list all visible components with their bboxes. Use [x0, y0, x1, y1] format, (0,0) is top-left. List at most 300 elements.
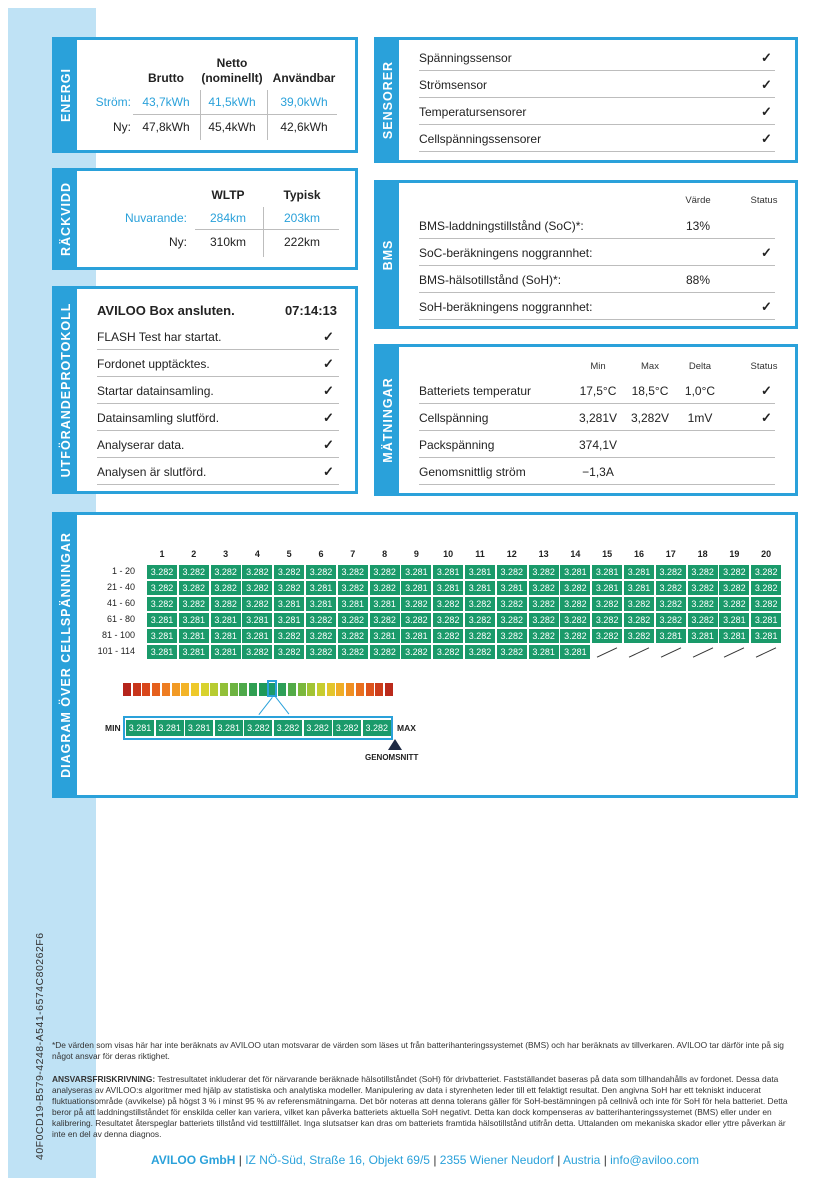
row-divider	[419, 97, 775, 98]
scale-min-label: MIN	[105, 723, 121, 733]
energi-current-brutto: 43,7kWh	[142, 95, 190, 109]
protokoll-header: AVILOO Box ansluten.	[97, 303, 235, 318]
cell-voltage: 3.282	[751, 581, 781, 595]
gradient-segment	[220, 683, 228, 696]
grid-column-number: 7	[350, 549, 356, 559]
row-divider	[419, 457, 775, 458]
row-divider	[97, 457, 339, 458]
gradient-segment	[239, 683, 247, 696]
energi-header-brutto: Brutto	[148, 71, 184, 85]
cell-voltage: 3.281	[465, 581, 495, 595]
cell-voltage: 3.282	[274, 565, 304, 579]
cell-voltage: 3.282	[465, 613, 495, 627]
rackvidd-panel	[52, 168, 358, 270]
energi-header-netto: Netto	[216, 56, 248, 70]
cell-voltage: 3.282	[688, 565, 718, 579]
cell-voltage: 3.282	[306, 613, 336, 627]
diagram-panel	[52, 512, 798, 798]
cell-voltage: 3.282	[433, 645, 463, 659]
protokoll-item-label: Analyserar data.	[97, 438, 185, 452]
cell-voltage: 3.282	[306, 629, 336, 643]
cell-voltage: 3.282	[211, 565, 241, 579]
cell-voltage: 3.282	[719, 597, 749, 611]
cell-voltage: 3.282	[656, 581, 686, 595]
check-icon: ✓	[761, 383, 772, 398]
sensor-item-label: Strömsensor	[419, 78, 488, 92]
grid-column-number: 5	[286, 549, 292, 559]
footer-company: AVILOO GmbH	[150, 1153, 236, 1167]
cell-voltage: 3.282	[497, 597, 527, 611]
matning-row-min: 374,1V	[578, 438, 618, 452]
check-icon: ✓	[761, 50, 772, 65]
empty-cell-dash	[597, 647, 617, 657]
cell-voltage: 3.282	[592, 597, 622, 611]
footer-country: Austria	[562, 1153, 601, 1167]
ansvar-label: ANSVARSFRISKRIVNING:	[52, 1074, 156, 1084]
empty-cell-dash	[629, 647, 649, 657]
cell-voltage: 3.281	[370, 597, 400, 611]
cell-voltage: 3.282	[529, 597, 559, 611]
energi-current-netto: 41,5kWh	[208, 95, 256, 109]
cell-voltage: 3.281	[560, 645, 590, 659]
matning-row-label: Packspänning	[419, 438, 495, 452]
cell-voltage: 3.282	[560, 629, 590, 643]
cell-voltage: 3.281	[624, 565, 654, 579]
cell-voltage: 3.281	[306, 597, 336, 611]
gradient-segment	[327, 683, 335, 696]
footer: AVILOO GmbH | IZ NÖ-Süd, Straße 16, Objekt 69/5 | 2355 Wiener Neudorf | Austria | info@aviloo.com	[150, 1153, 700, 1167]
empty-cell-dash	[692, 647, 712, 657]
average-label: GENOMSNITT	[365, 753, 419, 762]
grid-column-number: 4	[254, 549, 260, 559]
rackvidd-current-typisk: 203km	[283, 211, 321, 225]
cell-voltage: 3.281	[401, 565, 431, 579]
gradient-segment	[307, 683, 315, 696]
cell-voltage: 3.282	[370, 581, 400, 595]
cell-voltage: 3.282	[465, 645, 495, 659]
matning-row-label: Cellspänning	[419, 411, 489, 425]
matningar-header-min: Min	[590, 361, 606, 372]
connector-line	[275, 696, 289, 714]
matning-row-label: Batteriets temperatur	[419, 384, 532, 398]
energi-row-current-label: Ström:	[95, 95, 131, 109]
grid-column-number: 8	[382, 549, 388, 559]
row-divider	[97, 484, 339, 485]
cell-voltage: 3.282	[560, 581, 590, 595]
energi-header-anvandbar: Användbar	[272, 71, 336, 85]
rackvidd-header-typisk: Typisk	[283, 188, 321, 202]
grid-row-label: 61 - 80	[106, 614, 135, 624]
scale-value-cell: 3.281	[156, 720, 184, 736]
check-icon: ✓	[761, 245, 772, 260]
bms-row-label: SoH-beräkningens noggrannhet:	[419, 300, 593, 314]
cell-voltage: 3.281	[465, 565, 495, 579]
cell-voltage: 3.281	[433, 565, 463, 579]
cell-voltage: 3.281	[211, 613, 241, 627]
check-icon: ✓	[761, 131, 772, 146]
cell-voltage: 3.282	[179, 581, 209, 595]
cell-voltage: 3.282	[529, 565, 559, 579]
cell-voltage: 3.282	[656, 613, 686, 627]
scale-value-cell: 3.281	[185, 720, 213, 736]
rackvidd-new-wltp: 310km	[209, 235, 247, 249]
footer-email[interactable]: info@aviloo.com	[610, 1153, 700, 1167]
cell-voltage: 3.282	[211, 597, 241, 611]
bms-header-varde: Värde	[685, 195, 711, 206]
bms-row-value: 88%	[685, 273, 711, 287]
rackvidd-title: RÄCKVIDD	[59, 182, 73, 256]
cell-voltage: 3.282	[401, 613, 431, 627]
gradient-segment	[385, 683, 393, 696]
gradient-segment	[172, 683, 180, 696]
sensorer-tab	[377, 40, 399, 160]
cell-voltage: 3.282	[497, 645, 527, 659]
gradient-segment	[366, 683, 374, 696]
scale-max-label: MAX	[397, 723, 416, 733]
rackvidd-new-typisk: 222km	[283, 235, 321, 249]
gradient-segment	[375, 683, 383, 696]
energi-new-anvandbar: 42,6kWh	[280, 120, 328, 134]
bms-title: BMS	[381, 239, 395, 270]
cell-voltage: 3.282	[433, 597, 463, 611]
cell-voltage: 3.282	[624, 597, 654, 611]
cell-voltage: 3.282	[656, 565, 686, 579]
cell-voltage: 3.282	[370, 613, 400, 627]
bms-row-value: 13%	[685, 219, 711, 233]
scale-value-cell: 3.282	[333, 720, 361, 736]
matningar-tab	[377, 347, 399, 493]
grid-row-label: 1 - 20	[111, 566, 135, 576]
gradient-segment	[210, 683, 218, 696]
cell-voltage: 3.282	[433, 629, 463, 643]
bms-row-label: BMS-laddningstillstånd (SoC)*:	[419, 219, 584, 233]
footer-address2: 2355 Wiener Neudorf	[439, 1153, 554, 1167]
matning-row-label: Genomsnittlig ström	[419, 465, 526, 479]
bms-tab	[377, 183, 399, 326]
energi-new-netto: 45,4kWh	[208, 120, 256, 134]
bms-header-status: Status	[750, 195, 778, 206]
grid-row-label: 101 - 114	[97, 646, 135, 656]
cell-voltage: 3.281	[242, 629, 272, 643]
cell-voltage: 3.282	[497, 565, 527, 579]
bms-panel	[374, 180, 798, 329]
cell-voltage: 3.282	[370, 565, 400, 579]
matningar-header-delta: Delta	[688, 361, 712, 372]
protokoll-item-label: Datainsamling slutförd.	[97, 411, 220, 425]
cell-voltage: 3.282	[529, 613, 559, 627]
cell-voltage: 3.282	[147, 581, 177, 595]
cell-voltage: 3.282	[529, 629, 559, 643]
scale-value-cell: 3.282	[244, 720, 272, 736]
matning-row-max: 3,282V	[630, 411, 670, 425]
cell-voltage: 3.282	[306, 645, 336, 659]
rackvidd-row-new-label: Ny:	[169, 235, 187, 249]
gradient-segment	[123, 683, 131, 696]
gradient-segment	[346, 683, 354, 696]
cell-voltage: 3.282	[274, 645, 304, 659]
cell-voltage: 3.281	[688, 629, 718, 643]
scale-value-cell: 3.282	[304, 720, 332, 736]
cell-voltage: 3.282	[211, 581, 241, 595]
cell-voltage: 3.282	[401, 597, 431, 611]
energi-row-new-label: Ny:	[113, 120, 131, 134]
cell-voltage: 3.282	[688, 597, 718, 611]
check-icon: ✓	[323, 410, 334, 425]
scale-value-cell: 3.282	[363, 720, 391, 736]
check-icon: ✓	[323, 329, 334, 344]
protokoll-time: 07:14:13	[284, 303, 337, 318]
grid-column-number: 1	[159, 549, 165, 559]
cell-voltage: 3.282	[147, 597, 177, 611]
cell-voltage: 3.281	[624, 581, 654, 595]
cell-voltage: 3.281	[274, 597, 304, 611]
protokoll-item-label: FLASH Test har startat.	[97, 330, 222, 344]
cell-voltage: 3.281	[719, 613, 749, 627]
gradient-segment	[133, 683, 141, 696]
cell-voltage: 3.281	[370, 629, 400, 643]
cell-voltage: 3.282	[338, 645, 368, 659]
grid-column-number: 17	[665, 549, 676, 559]
check-icon: ✓	[323, 437, 334, 452]
cell-voltage: 3.282	[338, 581, 368, 595]
cell-voltage: 3.282	[592, 613, 622, 627]
gradient-segment	[230, 683, 238, 696]
energi-new-brutto: 47,8kWh	[142, 120, 190, 134]
gradient-segment	[142, 683, 150, 696]
matningar-header-max: Max	[641, 361, 659, 372]
cell-voltage: 3.282	[751, 565, 781, 579]
cell-voltage: 3.282	[719, 565, 749, 579]
disclaimer-note: *De värden som visas här har inte beräknats av AVILOO utan motsvarar de värden som läses ut från batterihanteringssystemet (BMS) och har beräknats av tillverkaren. AVILOO tar därför inte på sig något ansvar för deras riktighet.	[52, 1040, 784, 1061]
empty-cell-dash	[661, 647, 681, 657]
cell-voltage: 3.282	[624, 629, 654, 643]
cell-voltage: 3.282	[529, 581, 559, 595]
gradient-highlight	[267, 680, 278, 697]
sensorer-title: SENSORER	[381, 60, 395, 140]
row-divider	[419, 484, 775, 485]
grid-row-label: 41 - 60	[106, 598, 135, 608]
gradient-segment	[181, 683, 189, 696]
cell-voltage: 3.281	[179, 645, 209, 659]
cell-voltage: 3.281	[751, 613, 781, 627]
cell-voltage: 3.282	[751, 597, 781, 611]
rackvidd-tab	[55, 171, 77, 267]
matning-row-delta: 1mV	[687, 411, 713, 425]
row-divider	[419, 124, 775, 125]
gradient-segment	[278, 683, 286, 696]
ansvar-text: Testresultatet inkluderar det för närvarande beräknade hälsotillståndet (SoH) för drivbatteriet. Fastställandet baseras på data som tillhandahålls av fordonet. Dessa data analyseras av AVILOO:s algoritmer med hjälp av statistiska och analytiska modeller. Manipulering av data i styrenheten leder till ett felaktigt resultat. Den angivna SoH har ett tekniskt inducerat fluktuationsområde (avvikelse) på högst 3 % i minst 95 % av referensmätningarna. Det bör noteras att denna tolerans gäller för SoH-bestämningen på cellnivå och inte för SoH för hela batteriet. Detta beror på att laddningstillståndet för enskilda celler kan variera, vilket kan påverka batteriets aktuella SoH negativt. Detta kan dock kompenseras av batterihanteringssystemet (BMS) eller under en kalibrering. Resultatet återspeglar batteriets tillstånd vid testtillfället. Inga slutsatser kan dras om batteriets framtida hälsotillstånd utifrån detta. Uttalanden om mekaniska skador eller yttre påverkan är inte en del av denna diagnos.	[52, 1074, 788, 1139]
diagram-tab	[55, 515, 77, 795]
matning-row-min: −1,3A	[582, 465, 614, 479]
grid-column-number: 18	[697, 549, 708, 559]
cell-voltage: 3.281	[179, 613, 209, 627]
cell-voltage: 3.282	[624, 613, 654, 627]
grid-column-number: 3	[223, 549, 229, 559]
gradient-segment	[356, 683, 364, 696]
grid-column-number: 2	[191, 549, 197, 559]
gradient-segment	[336, 683, 344, 696]
cell-voltage: 3.282	[370, 645, 400, 659]
diagram-title: DIAGRAM ÖVER CELLSPÄNNINGAR	[59, 532, 73, 778]
scale-value-cell: 3.281	[126, 720, 154, 736]
cell-voltage: 3.282	[688, 613, 718, 627]
scale-value-cell: 3.281	[215, 720, 243, 736]
cell-voltage: 3.281	[147, 613, 177, 627]
cell-voltage: 3.282	[147, 565, 177, 579]
cell-voltage: 3.281	[719, 629, 749, 643]
bms-row-label: BMS-hälsotillstånd (SoH)*:	[419, 273, 562, 287]
cell-voltage: 3.281	[211, 645, 241, 659]
cell-voltage: 3.282	[560, 613, 590, 627]
check-icon: ✓	[323, 464, 334, 479]
protokoll-tab	[55, 289, 77, 491]
cell-voltage: 3.282	[274, 629, 304, 643]
cell-voltage: 3.282	[179, 597, 209, 611]
sensor-item-label: Cellspänningssensorer	[419, 132, 542, 146]
cell-voltage: 3.282	[401, 645, 431, 659]
cell-voltage: 3.282	[497, 613, 527, 627]
protokoll-item-label: Fordonet upptäcktes.	[97, 357, 210, 371]
cell-voltage: 3.282	[306, 565, 336, 579]
gradient-segment	[201, 683, 209, 696]
gradient-segment	[249, 683, 257, 696]
cell-voltage: 3.281	[497, 581, 527, 595]
row-divider	[97, 430, 339, 431]
protokoll-item-label: Startar datainsamling.	[97, 384, 214, 398]
cell-voltage: 3.281	[211, 629, 241, 643]
row-divider	[419, 238, 775, 239]
protokoll-panel	[52, 286, 358, 494]
cell-voltage: 3.282	[242, 581, 272, 595]
protokoll-title: UTFÖRANDEPROTOKOLL	[59, 302, 73, 478]
cell-voltage: 3.282	[719, 581, 749, 595]
cell-voltage: 3.281	[338, 597, 368, 611]
cell-voltage: 3.282	[242, 597, 272, 611]
grid-column-number: 12	[506, 549, 517, 559]
row-divider	[419, 265, 775, 266]
grid-column-number: 10	[443, 549, 454, 559]
cell-voltage: 3.282	[242, 645, 272, 659]
grid-column-number: 19	[729, 549, 740, 559]
gradient-segment	[162, 683, 170, 696]
grid-row-label: 21 - 40	[106, 582, 135, 592]
empty-cell-dash	[724, 647, 744, 657]
check-icon: ✓	[761, 299, 772, 314]
ansvar-note	[52, 1074, 798, 1140]
gradient-segment	[298, 683, 306, 696]
rackvidd-current-wltp: 284km	[209, 211, 247, 225]
grid-column-number: 20	[761, 549, 772, 559]
check-icon: ✓	[761, 104, 772, 119]
matning-row-min: 17,5°C	[579, 384, 617, 398]
grid-column-number: 13	[538, 549, 549, 559]
gradient-segment	[288, 683, 296, 696]
matning-row-delta: 1,0°C	[684, 384, 716, 398]
cell-voltage: 3.282	[592, 629, 622, 643]
sensor-item-label: Temperatursensorer	[419, 105, 527, 119]
cell-voltage: 3.281	[306, 581, 336, 595]
row-divider	[97, 403, 339, 404]
rackvidd-header-wltp: WLTP	[211, 188, 245, 202]
matning-row-min: 3,281V	[578, 411, 618, 425]
row-divider	[419, 292, 775, 293]
cell-voltage: 3.282	[656, 597, 686, 611]
row-divider	[419, 151, 775, 152]
cell-voltage: 3.282	[688, 581, 718, 595]
row-divider	[97, 376, 339, 377]
matningar-title: MÄTNINGAR	[381, 377, 395, 463]
check-icon: ✓	[761, 77, 772, 92]
cell-voltage: 3.282	[338, 565, 368, 579]
grid-column-number: 9	[413, 549, 419, 559]
cell-voltage: 3.281	[751, 629, 781, 643]
energi-current-anvandbar: 39,0kWh	[280, 95, 328, 109]
grid-column-number: 16	[633, 549, 644, 559]
energi-title: ENERGI	[59, 68, 73, 122]
cell-voltage: 3.282	[497, 629, 527, 643]
sensorer-panel	[374, 37, 798, 163]
gradient-segment	[317, 683, 325, 696]
check-icon: ✓	[323, 356, 334, 371]
cell-voltage: 3.281	[401, 629, 431, 643]
cell-voltage: 3.282	[433, 613, 463, 627]
connector-line	[258, 697, 272, 715]
cell-voltage: 3.281	[274, 613, 304, 627]
row-divider	[419, 319, 775, 320]
energi-header-netto-sub: (nominellt)	[201, 71, 263, 85]
matning-row-max: 18,5°C	[631, 384, 669, 398]
cell-voltage: 3.282	[338, 629, 368, 643]
bms-row-label: SoC-beräkningens noggrannhet:	[419, 246, 593, 260]
cell-voltage: 3.281	[529, 645, 559, 659]
document-id: 40F0CD19-B579-4248-A541-6574C80262F6	[34, 932, 46, 1160]
cell-voltage: 3.281	[560, 565, 590, 579]
energi-tab	[55, 40, 77, 150]
grid-row-label: 81 - 100	[101, 630, 135, 640]
grid-column-number: 15	[602, 549, 613, 559]
cell-voltage: 3.282	[338, 613, 368, 627]
cell-voltage: 3.281	[592, 581, 622, 595]
sensor-item-label: Spänningssensor	[419, 51, 512, 65]
grid-column-number: 11	[475, 549, 485, 559]
cell-voltage: 3.282	[465, 629, 495, 643]
cell-voltage: 3.282	[465, 597, 495, 611]
cell-voltage: 3.281	[433, 581, 463, 595]
cell-voltage: 3.281	[242, 613, 272, 627]
row-divider	[97, 349, 339, 350]
matningar-panel	[374, 344, 798, 496]
grid-column-number: 6	[318, 549, 324, 559]
row-divider	[419, 403, 775, 404]
rackvidd-row-current-label: Nuvarande:	[124, 211, 187, 225]
cell-voltage: 3.281	[147, 629, 177, 643]
cell-voltage: 3.282	[179, 565, 209, 579]
cell-voltage: 3.282	[242, 565, 272, 579]
row-divider	[419, 430, 775, 431]
row-divider	[419, 70, 775, 71]
cell-voltage: 3.281	[147, 645, 177, 659]
cell-voltage: 3.281	[401, 581, 431, 595]
cell-voltage: 3.281	[592, 565, 622, 579]
protokoll-item-label: Analysen är slutförd.	[97, 465, 207, 479]
average-marker-icon	[388, 739, 402, 750]
scale-value-cell: 3.282	[274, 720, 302, 736]
cell-voltage: 3.281	[656, 629, 686, 643]
empty-cell-dash	[756, 647, 776, 657]
energi-panel	[52, 37, 358, 153]
gradient-segment	[152, 683, 160, 696]
cell-voltage: 3.282	[274, 581, 304, 595]
